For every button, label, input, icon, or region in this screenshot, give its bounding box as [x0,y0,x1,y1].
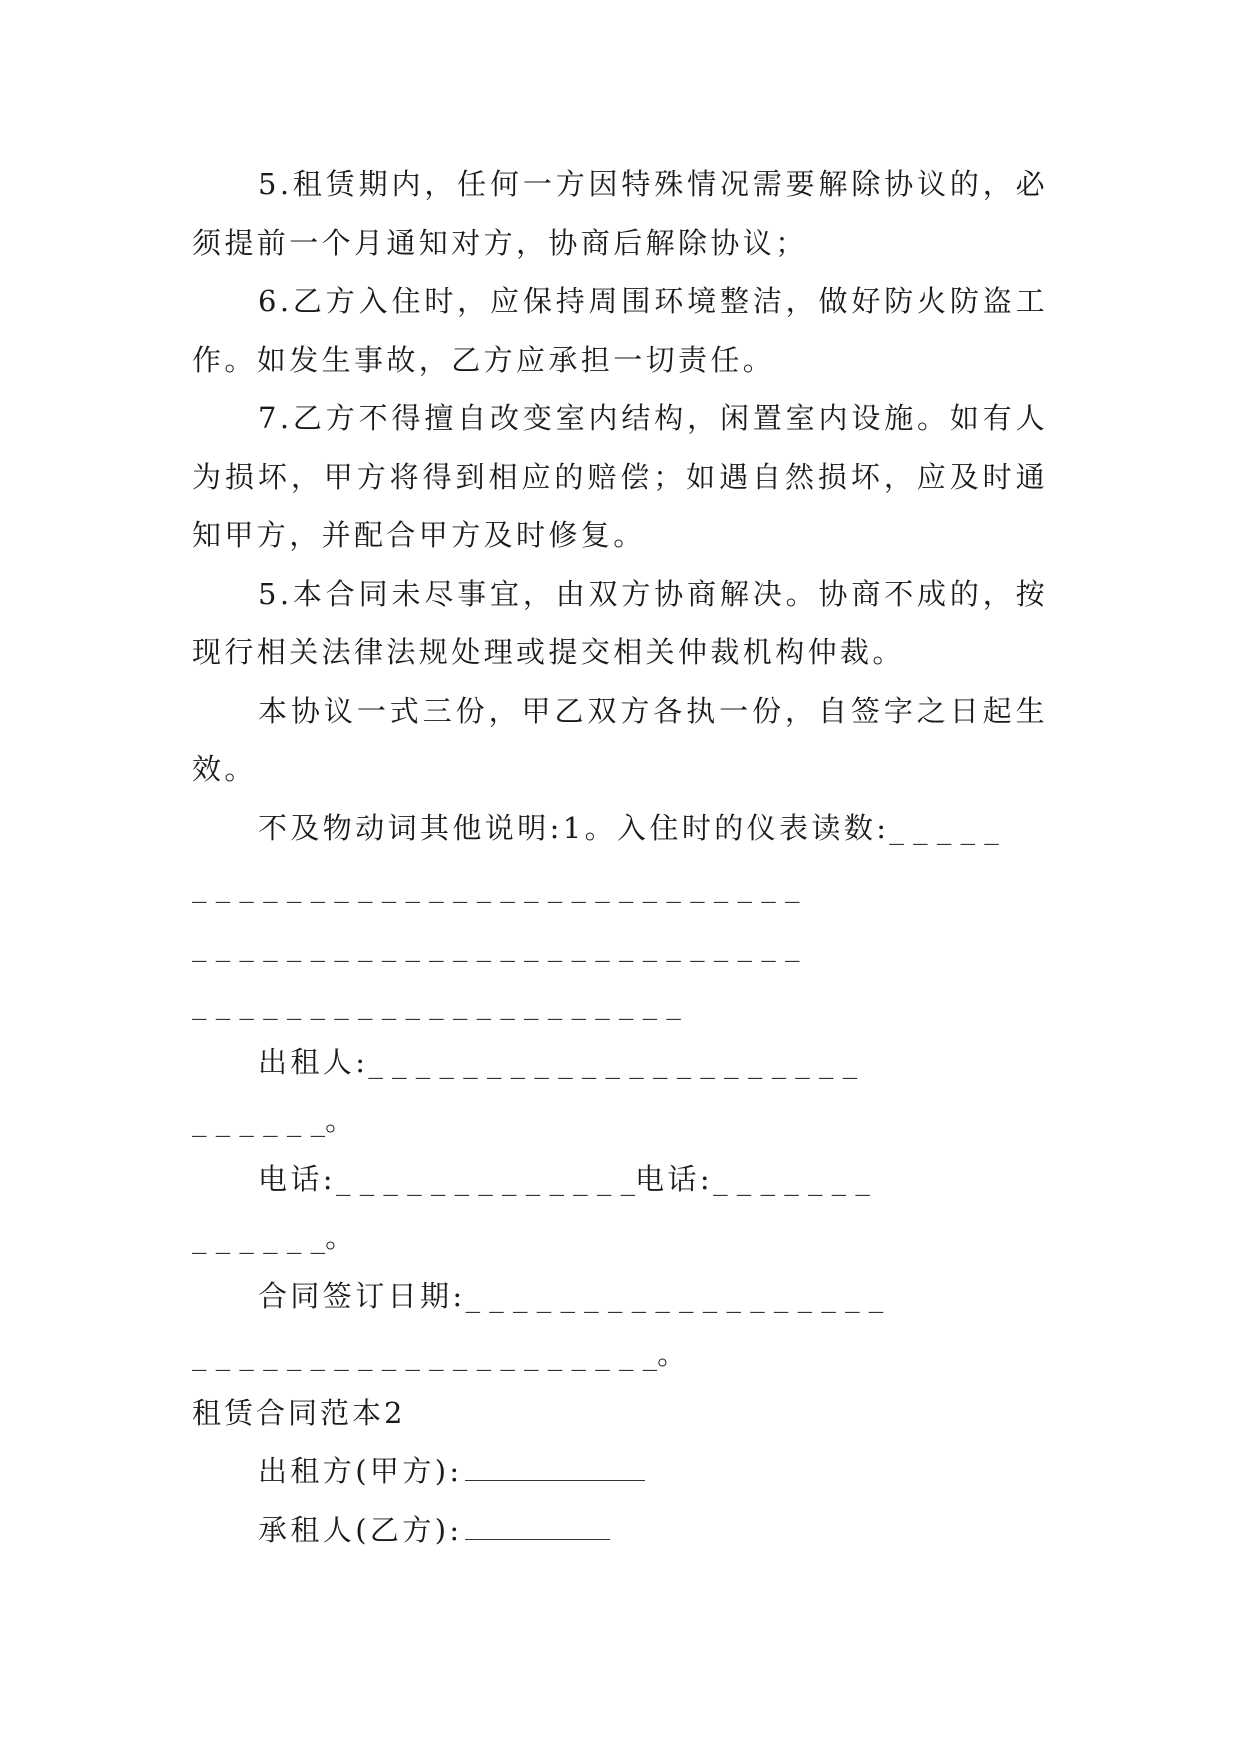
blank-line-1: _ _ _ _ _ _ _ _ _ _ _ _ _ _ _ _ _ _ _ _ _ _ _ _ _ _ [192,869,800,903]
sign-date-blank-2: _ _ _ _ _ _ _ _ _ _ _ _ _ _ _ _ _ _ _ _ [192,1337,658,1371]
sign-date-blank: _ _ _ _ _ _ _ _ _ _ _ _ _ _ _ _ _ _ [465,1278,884,1313]
blank-line-2: _ _ _ _ _ _ _ _ _ _ _ _ _ _ _ _ _ _ _ _ _ _ _ _ _ _ [192,927,800,962]
lessor-blank: _ _ _ _ _ _ _ _ _ _ _ _ _ _ _ _ _ _ _ _ _ [368,1044,858,1079]
lessor-label: 出租人: [258,1044,369,1079]
sign-date-line-2 [192,1325,1048,1384]
lessor-blank-2: _ _ _ _ _ _ [192,1103,326,1137]
clause-5-line-2: 须提前一个月通知对方，协商后解除协议； [192,225,808,260]
meter-reading-blank: _ _ _ _ _ [889,810,999,845]
clause-7-line-3: 知甲方，并配合甲方及时修复。 [192,518,646,552]
lessor-line-2 [192,1091,1048,1150]
clause-7-line-2: 为损坏，甲方将得到相应的赔偿；如遇自然损坏，应及时通 [192,459,1048,494]
clause-5b-line-1: 5.本合同未尽事宜，由双方协商解决。协商不成的，按 [258,576,1048,611]
section-heading: 租赁合同范本2 [192,1395,406,1430]
copies-line-2: 效。 [192,752,257,786]
lessor-party-label: 出租方(甲方): [258,1454,463,1488]
copies-line-1: 本协议一式三份，甲乙双方各执一份，自签字之日起生 [258,693,1048,728]
phone-label-1: 电话: [258,1161,336,1196]
lessor-party-blank [465,1479,645,1481]
clause-6-line-2: 作。如发生事故，乙方应承担一切责任。 [192,342,776,377]
meter-reading-line [192,799,1048,858]
phone-blank-3: _ _ _ _ _ _ [192,1220,326,1254]
lessee-party-blank [465,1538,610,1540]
blank-line-3: _ _ _ _ _ _ _ _ _ _ _ _ _ _ _ _ _ _ _ _ _ [192,986,681,1020]
lessee-party-label: 承租人(乙方): [258,1512,463,1547]
phone-period: 。 [325,1220,358,1254]
sign-date-line [192,1267,1048,1326]
sign-date-label: 合同签订日期: [258,1278,466,1313]
lessor-period: 。 [325,1103,358,1137]
clause-6-line-1: 6.乙方入住时，应保持周围环境整洁，做好防火防盗工 [258,284,1048,318]
lessor-party-line [192,1442,1048,1501]
sign-date-period: 。 [657,1337,690,1371]
clause-5-line-1: 5.租赁期内，任何一方因特殊情况需要解除协议的，必 [258,167,1048,201]
phone-line [192,1150,1048,1209]
phone-line-2 [192,1208,1048,1267]
lessor-line [192,1033,1048,1092]
document-page [192,155,1048,1559]
phone-blank-2: _ _ _ _ _ _ _ [713,1161,870,1196]
clause-7-line-1: 7.乙方不得擅自改变室内结构，闲置室内设施。如有人 [258,401,1048,435]
phone-label-2: 电话: [635,1161,714,1196]
clause-5b-line-2: 现行相关法律法规处理或提交相关仲裁机构仲裁。 [192,635,905,669]
lessee-party-line [192,1501,1048,1560]
phone-blank-1: _ _ _ _ _ _ _ _ _ _ _ _ _ [335,1161,636,1196]
meter-reading-label: 不及物动词其他说明:1。入住时的仪表读数: [258,810,890,845]
